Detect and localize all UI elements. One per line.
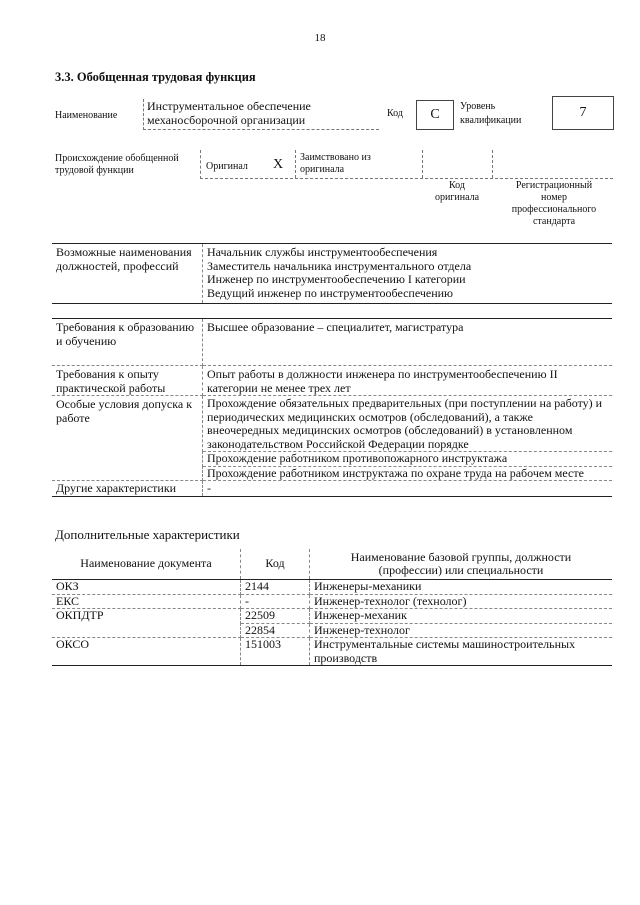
row-doc: ОКПДТР [52, 609, 241, 638]
level-label-line2: квалификации [460, 115, 522, 126]
reg-caption-line1: Регистрационный [515, 180, 593, 191]
row-code: 22854 [241, 623, 310, 638]
page-number: 18 [314, 32, 326, 44]
positions-label: Возможные наименования должностей, профессий [52, 244, 203, 304]
req-experience-label: Требования к опыту практической работы [52, 366, 203, 396]
level-label [460, 101, 521, 127]
borrowed-line1: Заимствовано из [300, 152, 371, 163]
req-education-value: Высшее образование – специалитет, магистратура [203, 319, 613, 366]
origin-divider-2 [422, 150, 423, 178]
name-label: Наименование [55, 110, 118, 121]
code-value: С [416, 100, 454, 130]
original-mark: X [273, 157, 284, 172]
reg-caption-line4: стандарта [532, 216, 576, 227]
code-caption-line1: Код [449, 180, 465, 191]
code-original-caption [422, 180, 492, 204]
header-name-line2: (профессии) или специальности [378, 563, 544, 577]
code-caption-line2: оригинала [434, 192, 480, 203]
name-value-line1: Инструментальное обеспечение [147, 99, 311, 113]
position-item: Начальник службы инструментообеспечения [207, 245, 438, 259]
row-name: Инженер-технолог (технолог) [310, 594, 613, 609]
req-other-value: - [203, 481, 613, 497]
reg-caption-line3: профессионального [511, 204, 597, 215]
name-value-line2: механосборочной организации [147, 113, 306, 127]
origin-label-line2: трудовой функции [55, 165, 134, 176]
requirements-table [52, 318, 612, 497]
borrowed-label [300, 152, 371, 176]
position-item: Инженер по инструментообеспечению I категории [207, 272, 466, 286]
row-name: Инженер-механик [310, 609, 613, 624]
origin-label [55, 153, 179, 177]
row-doc: ОКЗ [52, 580, 241, 595]
positions-list [203, 244, 613, 304]
req-special-label: Особые условия допуска к работе [52, 396, 203, 481]
level-label-line1: Уровень [460, 101, 496, 112]
row-code: 22509 [241, 609, 310, 624]
req-education-label: Требования к образованию и обучению [52, 319, 203, 366]
reg-caption-line2: номер [541, 192, 567, 203]
req-special-value-2: Прохождение работником противопожарного инструктажа [203, 452, 613, 467]
reg-number-caption [496, 180, 612, 228]
req-special-value-1: Прохождение обязательных предварительных (при поступлении на работу) и периодических медицинских осмотров (обследований), а также внеочередных медицинских осмотров (обследований) в установленном законодательством Российской Федерации порядке [203, 396, 613, 452]
req-other-label: Другие характеристики [52, 481, 203, 497]
borrowed-line2: оригинала [300, 164, 345, 175]
row-doc: ЕКС [52, 594, 241, 609]
origin-divider-3 [492, 150, 493, 178]
row-name: Инструментальные системы машиностроительных производств [310, 638, 613, 666]
header-doc: Наименование документа [52, 549, 241, 580]
table-row [52, 594, 612, 609]
origin-grid [200, 150, 613, 179]
origin-label-line1: Происхождение обобщенной [55, 153, 179, 164]
row-code: 151003 [241, 638, 310, 666]
row-doc: ОКСО [52, 638, 241, 666]
header-code: Код [241, 549, 310, 580]
header-name-line1: Наименование базовой группы, должности [350, 549, 572, 564]
table-row [52, 638, 612, 666]
header-name [310, 549, 613, 580]
table-row [52, 609, 612, 624]
position-item: Ведущий инженер по инструментообеспечению [207, 285, 454, 300]
row-code: - [241, 594, 310, 609]
table-row [52, 580, 612, 595]
position-item: Заместитель начальника инструментального отдела [207, 258, 472, 273]
original-label: Оригинал [206, 161, 248, 172]
name-value [143, 99, 379, 130]
section-title: 3.3. Обобщенная трудовая функция [55, 70, 256, 84]
origin-divider-1 [295, 150, 296, 178]
req-experience-value: Опыт работы в должности инженера по инструментообеспечению II категории не менее трех лет [203, 366, 613, 396]
row-name: Инженер-технолог [310, 623, 613, 638]
row-name: Инженеры-механики [310, 580, 613, 595]
additional-table [52, 549, 612, 666]
code-label: Код [387, 108, 403, 119]
additional-title: Дополнительные характеристики [55, 527, 240, 542]
req-special-value-3: Прохождение работником инструктажа по охране труда на рабочем месте [203, 466, 613, 481]
level-value: 7 [552, 96, 614, 130]
positions-table [52, 243, 612, 304]
row-code: 2144 [241, 580, 310, 595]
